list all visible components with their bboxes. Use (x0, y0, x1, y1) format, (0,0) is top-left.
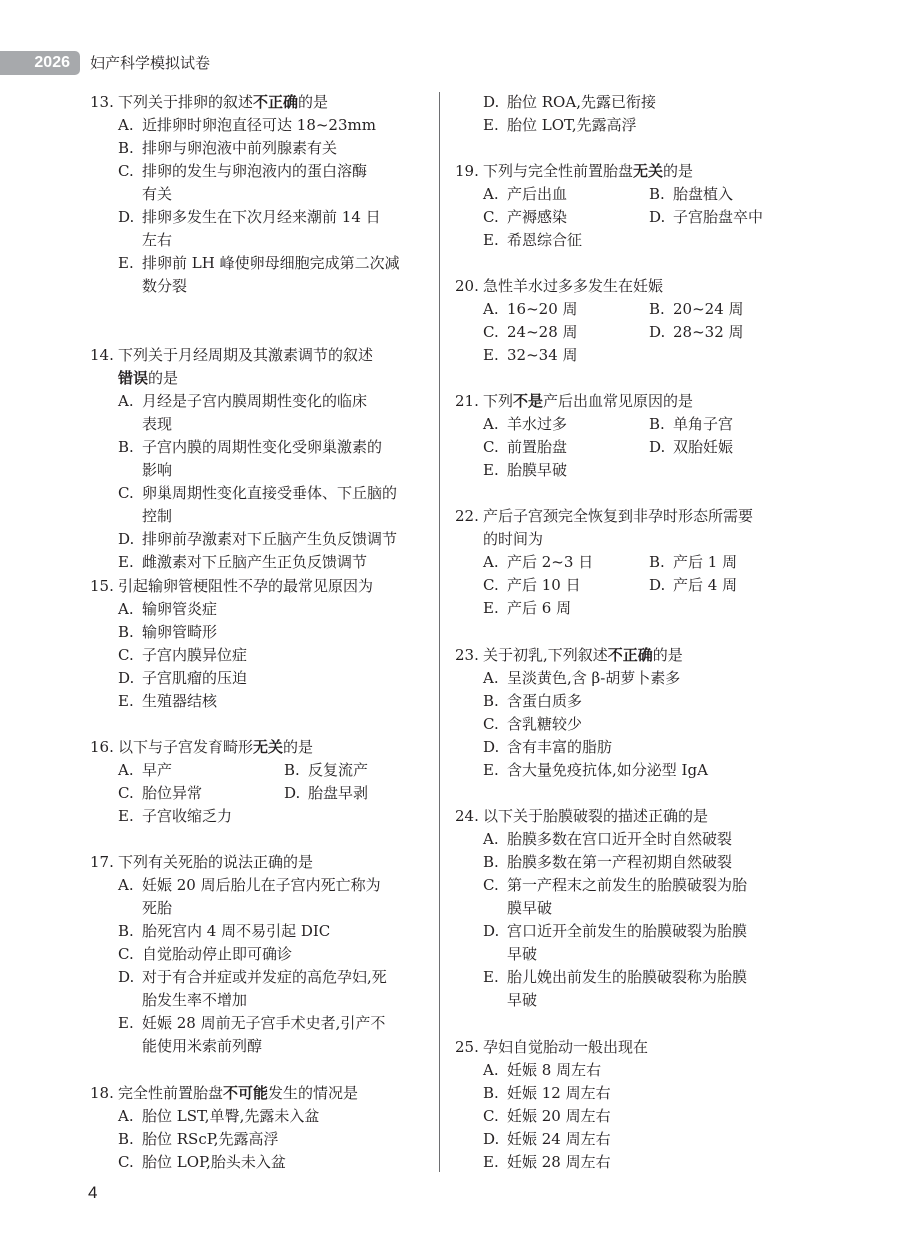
option-c (483, 1105, 648, 1128)
question-item (455, 160, 819, 252)
option-text: 子宫收缩乏力 (142, 807, 233, 825)
option-a (118, 759, 284, 782)
option-letter: D. (649, 438, 666, 456)
question-stem (90, 575, 373, 598)
option-letter: B. (483, 692, 499, 710)
option-text: 胎膜早破 (507, 461, 568, 479)
option-text: 排卵前 LH 峰使卵母细胞完成第二次减 数分裂 (142, 254, 400, 295)
option-text: 含蛋白质多 (507, 692, 583, 710)
option-letter: D. (483, 1130, 500, 1148)
page-number: 4 (88, 1183, 98, 1202)
option-e (118, 805, 284, 828)
option-text: 卵巢周期性变化直接受垂体、下丘脑的 控制 (142, 484, 398, 525)
question-stem (90, 736, 454, 759)
option-text: 胎盘早剥 (308, 784, 369, 802)
option-c (483, 436, 649, 459)
running-header-title: 妇产科学模拟试卷 (90, 54, 211, 72)
option-b (118, 621, 373, 644)
question-item (90, 736, 454, 828)
option-c (118, 943, 387, 966)
question-stem (455, 805, 747, 828)
option-c (483, 874, 747, 920)
option-text: 生殖器结核 (142, 692, 218, 710)
stem-pre: 急性羊水过多多发生在妊娠 (483, 277, 664, 295)
question-item (90, 344, 397, 574)
option-d (483, 920, 747, 966)
option-letter: A. (118, 1107, 134, 1125)
question-text (118, 91, 328, 114)
option-text: 双胎妊娠 (673, 438, 734, 456)
option-text: 24~28 周 (507, 323, 578, 341)
option-letter: B. (649, 553, 665, 571)
options (455, 828, 747, 1012)
option-text: 早产 (142, 761, 173, 779)
option-b (649, 183, 819, 206)
question-stem (90, 91, 400, 114)
option-letter: B. (649, 185, 665, 203)
option-text: 妊娠 24 周左右 (507, 1130, 611, 1148)
option-letter: E. (483, 1153, 499, 1171)
option-letter: A. (118, 116, 134, 134)
question-text (483, 160, 693, 183)
option-text: 胎位 ROA,先露已衔接 (507, 93, 656, 111)
option-letter: B. (118, 1130, 134, 1148)
stem-pre: 引起输卵管梗阻性不孕的最常见原因为 (118, 577, 374, 595)
option-letter: C. (118, 646, 134, 664)
option-letter: D. (118, 208, 135, 226)
question-number: 20. (455, 277, 479, 295)
option-letter: E. (483, 599, 499, 617)
option-e (118, 551, 397, 574)
question-text (483, 805, 708, 828)
question-text (118, 1082, 358, 1105)
option-letter: A. (483, 300, 499, 318)
option-letter: D. (649, 323, 666, 341)
question-number: 21. (455, 392, 479, 410)
question-text (118, 851, 313, 874)
question-item (455, 644, 708, 782)
question-item (455, 805, 747, 1012)
question-number: 17. (90, 853, 114, 871)
option-text: 妊娠 20 周左右 (507, 1107, 611, 1125)
option-letter: D. (118, 968, 135, 986)
option-letter: D. (118, 530, 135, 548)
option-text: 对于有合并症或并发症的高危孕妇,死 胎发生率不增加 (142, 968, 387, 1009)
option-text: 妊娠 8 周左右 (507, 1061, 602, 1079)
question-item (90, 851, 387, 1058)
stem-emphasis: 无关 (253, 738, 284, 756)
option-c (483, 206, 649, 229)
question-text (483, 275, 663, 298)
option-text: 雌激素对下丘脑产生正负反馈调节 (142, 553, 368, 571)
option-letter: A. (483, 553, 499, 571)
option-text: 胎死宫内 4 周不易引起 DIC (142, 922, 331, 940)
stem-emphasis: 不是 (513, 392, 544, 410)
stem-pre: 完全性前置胎盘 (118, 1084, 224, 1102)
option-text: 胎位 LOT,先露高浮 (507, 116, 637, 134)
stem-pre: 下列关于排卵的叙述 (118, 93, 254, 111)
question-number: 14. (90, 346, 114, 364)
options (455, 91, 656, 137)
question-item (90, 91, 400, 298)
option-text: 含大量免疫抗体,如分泌型 IgA (507, 761, 708, 779)
option-letter: C. (483, 323, 499, 341)
option-letter: A. (483, 1061, 499, 1079)
option-e (483, 1151, 648, 1174)
question-stem (455, 644, 708, 667)
option-letter: D. (483, 922, 500, 940)
options (455, 413, 819, 482)
option-b (649, 413, 819, 436)
question-stem (455, 160, 819, 183)
question-number: 15. (90, 577, 114, 595)
option-text: 希恩综合征 (507, 231, 583, 249)
option-text: 胎位 LOP,胎头未入盆 (142, 1153, 286, 1171)
option-text: 自觉胎动停止即可确诊 (142, 945, 293, 963)
question-number: 22. (455, 507, 479, 525)
option-text: 反复流产 (308, 761, 369, 779)
stem-pre: 下列有关死胎的说法正确的是 (118, 853, 314, 871)
option-text: 妊娠 28 周左右 (507, 1153, 611, 1171)
stem-pre: 孕妇自觉胎动一般出现在 (483, 1038, 649, 1056)
option-text: 排卵多发生在下次月经来潮前 14 日 左右 (142, 208, 381, 249)
question-stem (90, 851, 387, 874)
stem-pre: 关于初乳,下列叙述 (483, 646, 608, 664)
question-number: 16. (90, 738, 114, 756)
option-c (118, 160, 400, 206)
question-text (118, 575, 373, 598)
option-text: 产褥感染 (507, 208, 568, 226)
option-text: 子宫胎盘卒中 (673, 208, 764, 226)
option-e (483, 459, 649, 482)
option-text: 产后 2~3 日 (507, 553, 594, 571)
stem-emphasis: 错误 (118, 369, 149, 387)
option-e (483, 966, 747, 1012)
stem-pre: 下列 (483, 392, 514, 410)
option-letter: C. (483, 715, 499, 733)
option-text: 单角子宫 (673, 415, 734, 433)
option-letter: E. (118, 1014, 134, 1032)
stem-post: 的是 (652, 646, 683, 664)
option-text: 前置胎盘 (507, 438, 568, 456)
question-continuation (455, 91, 656, 137)
option-text: 产后 4 周 (673, 576, 738, 594)
option-letter: D. (118, 669, 135, 687)
option-letter: E. (483, 346, 499, 364)
option-c (483, 574, 649, 597)
question-item (455, 1036, 648, 1174)
options (90, 874, 387, 1058)
option-a (483, 298, 649, 321)
option-d (284, 782, 454, 805)
option-text: 子宫肌瘤的压迫 (142, 669, 248, 687)
option-letter: A. (118, 876, 134, 894)
option-a (483, 1059, 648, 1082)
column-divider (439, 92, 440, 1172)
option-e (118, 1012, 387, 1058)
question-item (455, 390, 819, 482)
option-letter: B. (118, 438, 134, 456)
option-b (483, 851, 747, 874)
option-a (483, 551, 649, 574)
question-item (455, 505, 819, 620)
option-letter: C. (483, 576, 499, 594)
options (455, 183, 819, 252)
option-b (118, 1128, 358, 1151)
option-c (118, 482, 397, 528)
option-c (483, 713, 708, 736)
question-text (483, 644, 683, 667)
option-letter: D. (483, 93, 500, 111)
option-b (649, 551, 819, 574)
option-d (118, 966, 387, 1012)
option-letter: B. (649, 415, 665, 433)
stem-emphasis: 不正确 (607, 646, 653, 664)
option-text: 产后 6 周 (507, 599, 572, 617)
option-letter: A. (118, 600, 134, 618)
option-b (118, 920, 387, 943)
option-letter: C. (118, 1153, 134, 1171)
option-letter: A. (483, 669, 499, 687)
option-text: 月经是子宫内膜周期性变化的临床 表现 (142, 392, 368, 433)
option-letter: B. (118, 623, 134, 641)
option-letter: B. (118, 139, 134, 157)
option-text: 宫口近开全前发生的胎膜破裂为胎膜 早破 (507, 922, 748, 963)
option-e (483, 344, 649, 367)
option-e (483, 597, 649, 620)
option-letter: C. (483, 876, 499, 894)
option-text: 子宫内膜异位症 (142, 646, 248, 664)
option-d (118, 667, 373, 690)
option-text: 28~32 周 (673, 323, 744, 341)
question-stem (455, 390, 819, 413)
option-letter: B. (483, 853, 499, 871)
option-text: 妊娠 20 周后胎儿在子宫内死亡称为 死胎 (142, 876, 381, 917)
option-text: 子宫内膜的周期性变化受卵巢激素的 影响 (142, 438, 383, 479)
option-letter: D. (649, 208, 666, 226)
option-text: 16~20 周 (507, 300, 578, 318)
question-stem (455, 1036, 648, 1059)
option-text: 妊娠 28 周前无子宫手术史者,引产不 能使用米索前列醇 (142, 1014, 386, 1055)
options (90, 759, 454, 828)
option-b (118, 436, 397, 482)
stem-post: 发生的情况是 (268, 1084, 359, 1102)
option-letter: E. (483, 461, 499, 479)
options (90, 598, 373, 713)
option-text: 排卵与卵泡液中前列腺素有关 (142, 139, 338, 157)
option-letter: E. (483, 116, 499, 134)
option-letter: C. (118, 945, 134, 963)
stem-pre: 下列与完全性前置胎盘 (483, 162, 634, 180)
option-a (483, 828, 747, 851)
option-text: 排卵前孕激素对下丘脑产生负反馈调节 (142, 530, 398, 548)
option-text: 呈淡黄色,含 β-胡萝卜素多 (507, 669, 681, 687)
stem-pre: 以下与子宫发育畸形 (118, 738, 254, 756)
option-text: 胎位 LST,单臀,先露未入盆 (142, 1107, 320, 1125)
option-letter: C. (118, 784, 134, 802)
option-letter: C. (483, 208, 499, 226)
option-e (483, 759, 708, 782)
option-text: 胎膜多数在宫口近开全时自然破裂 (507, 830, 733, 848)
question-item (455, 275, 819, 367)
stem-post: 的是 (298, 93, 329, 111)
option-e (483, 114, 656, 137)
stem-emphasis: 不正确 (253, 93, 299, 111)
question-stem (455, 275, 819, 298)
question-number: 25. (455, 1038, 479, 1056)
option-text: 胎盘植入 (673, 185, 734, 203)
options (455, 1059, 648, 1174)
option-letter: A. (118, 761, 134, 779)
option-text: 胎儿娩出前发生的胎膜破裂称为胎膜 早破 (507, 968, 748, 1009)
question-stem (90, 1082, 358, 1105)
option-letter: B. (649, 300, 665, 318)
question-text (483, 390, 693, 413)
question-number: 13. (90, 93, 114, 111)
option-letter: A. (483, 830, 499, 848)
option-letter: E. (483, 968, 499, 986)
options (90, 1105, 358, 1174)
question-stem (90, 344, 397, 390)
question-number: 23. (455, 646, 479, 664)
stem-emphasis: 无关 (633, 162, 664, 180)
option-text: 胎膜多数在第一产程初期自然破裂 (507, 853, 733, 871)
option-text: 产后出血 (507, 185, 568, 203)
option-letter: B. (118, 922, 134, 940)
stem-pre: 产后子宫颈完全恢复到非孕时形态所需要 的时间为 (483, 507, 754, 548)
option-text: 输卵管炎症 (142, 600, 218, 618)
option-b (483, 690, 708, 713)
option-d (483, 736, 708, 759)
option-letter: C. (118, 484, 134, 502)
option-text: 妊娠 12 周左右 (507, 1084, 611, 1102)
question-text (118, 344, 373, 390)
option-text: 近排卵时卵泡直径可达 18~23mm (142, 116, 376, 134)
question-text (483, 505, 753, 551)
year-tab: 2026 (0, 51, 80, 75)
option-d (649, 436, 819, 459)
option-letter: E. (483, 761, 499, 779)
stem-post: 的是 (148, 369, 179, 387)
option-letter: E. (118, 553, 134, 571)
option-a (118, 598, 373, 621)
option-text: 20~24 周 (673, 300, 744, 318)
option-letter: D. (649, 576, 666, 594)
option-text: 含有丰富的脂肪 (507, 738, 613, 756)
stem-post: 的是 (283, 738, 314, 756)
option-text: 产后 1 周 (673, 553, 738, 571)
option-text: 羊水过多 (507, 415, 568, 433)
option-b (284, 759, 454, 782)
option-text: 输卵管畸形 (142, 623, 218, 641)
option-d (649, 574, 819, 597)
option-a (483, 413, 649, 436)
question-number: 18. (90, 1084, 114, 1102)
options (455, 551, 819, 620)
option-letter: E. (118, 692, 134, 710)
option-letter: C. (483, 438, 499, 456)
option-d (649, 206, 819, 229)
option-text: 含乳糖较少 (507, 715, 583, 733)
option-letter: A. (483, 185, 499, 203)
option-text: 胎位 RScP,先露高浮 (142, 1130, 279, 1148)
option-c (483, 321, 649, 344)
option-a (118, 1105, 358, 1128)
options (455, 667, 708, 782)
option-text: 排卵的发生与卵泡液内的蛋白溶酶 有关 (142, 162, 368, 203)
option-letter: E. (118, 807, 134, 825)
option-letter: C. (483, 1107, 499, 1125)
stem-post: 的是 (663, 162, 694, 180)
stem-post: 产后出血常见原因的是 (543, 392, 694, 410)
option-e (118, 252, 400, 298)
option-text: 32~34 周 (507, 346, 578, 364)
option-d (118, 206, 400, 252)
option-letter: A. (483, 415, 499, 433)
stem-pre: 下列关于月经周期及其激素调节的叙述 (118, 346, 374, 364)
option-letter: B. (284, 761, 300, 779)
option-letter: C. (118, 162, 134, 180)
question-number: 19. (455, 162, 479, 180)
option-letter: E. (118, 254, 134, 272)
options (455, 298, 819, 367)
option-text: 产后 10 日 (507, 576, 581, 594)
option-text: 胎位异常 (142, 784, 203, 802)
option-c (118, 1151, 358, 1174)
question-item (90, 1082, 358, 1174)
option-letter: B. (483, 1084, 499, 1102)
option-letter: D. (483, 738, 500, 756)
option-text: 第一产程末之前发生的胎膜破裂为胎 膜早破 (507, 876, 748, 917)
option-letter: A. (118, 392, 134, 410)
option-letter: E. (483, 231, 499, 249)
stem-pre: 以下关于胎膜破裂的描述正确的是 (483, 807, 709, 825)
options (90, 390, 397, 574)
option-a (118, 114, 400, 137)
option-a (483, 667, 708, 690)
question-stem (455, 505, 819, 551)
option-letter: D. (284, 784, 301, 802)
option-a (118, 874, 387, 920)
question-text (483, 1036, 648, 1059)
option-d (483, 1128, 648, 1151)
option-d (483, 91, 656, 114)
option-c (118, 782, 284, 805)
stem-emphasis: 不可能 (223, 1084, 269, 1102)
option-e (118, 690, 373, 713)
options (90, 114, 400, 298)
option-d (118, 528, 397, 551)
question-text (118, 736, 313, 759)
option-c (118, 644, 373, 667)
option-b (649, 298, 819, 321)
option-d (649, 321, 819, 344)
question-item (90, 575, 373, 713)
question-number: 24. (455, 807, 479, 825)
option-b (118, 137, 400, 160)
option-b (483, 1082, 648, 1105)
option-e (483, 229, 649, 252)
option-a (483, 183, 649, 206)
option-a (118, 390, 397, 436)
